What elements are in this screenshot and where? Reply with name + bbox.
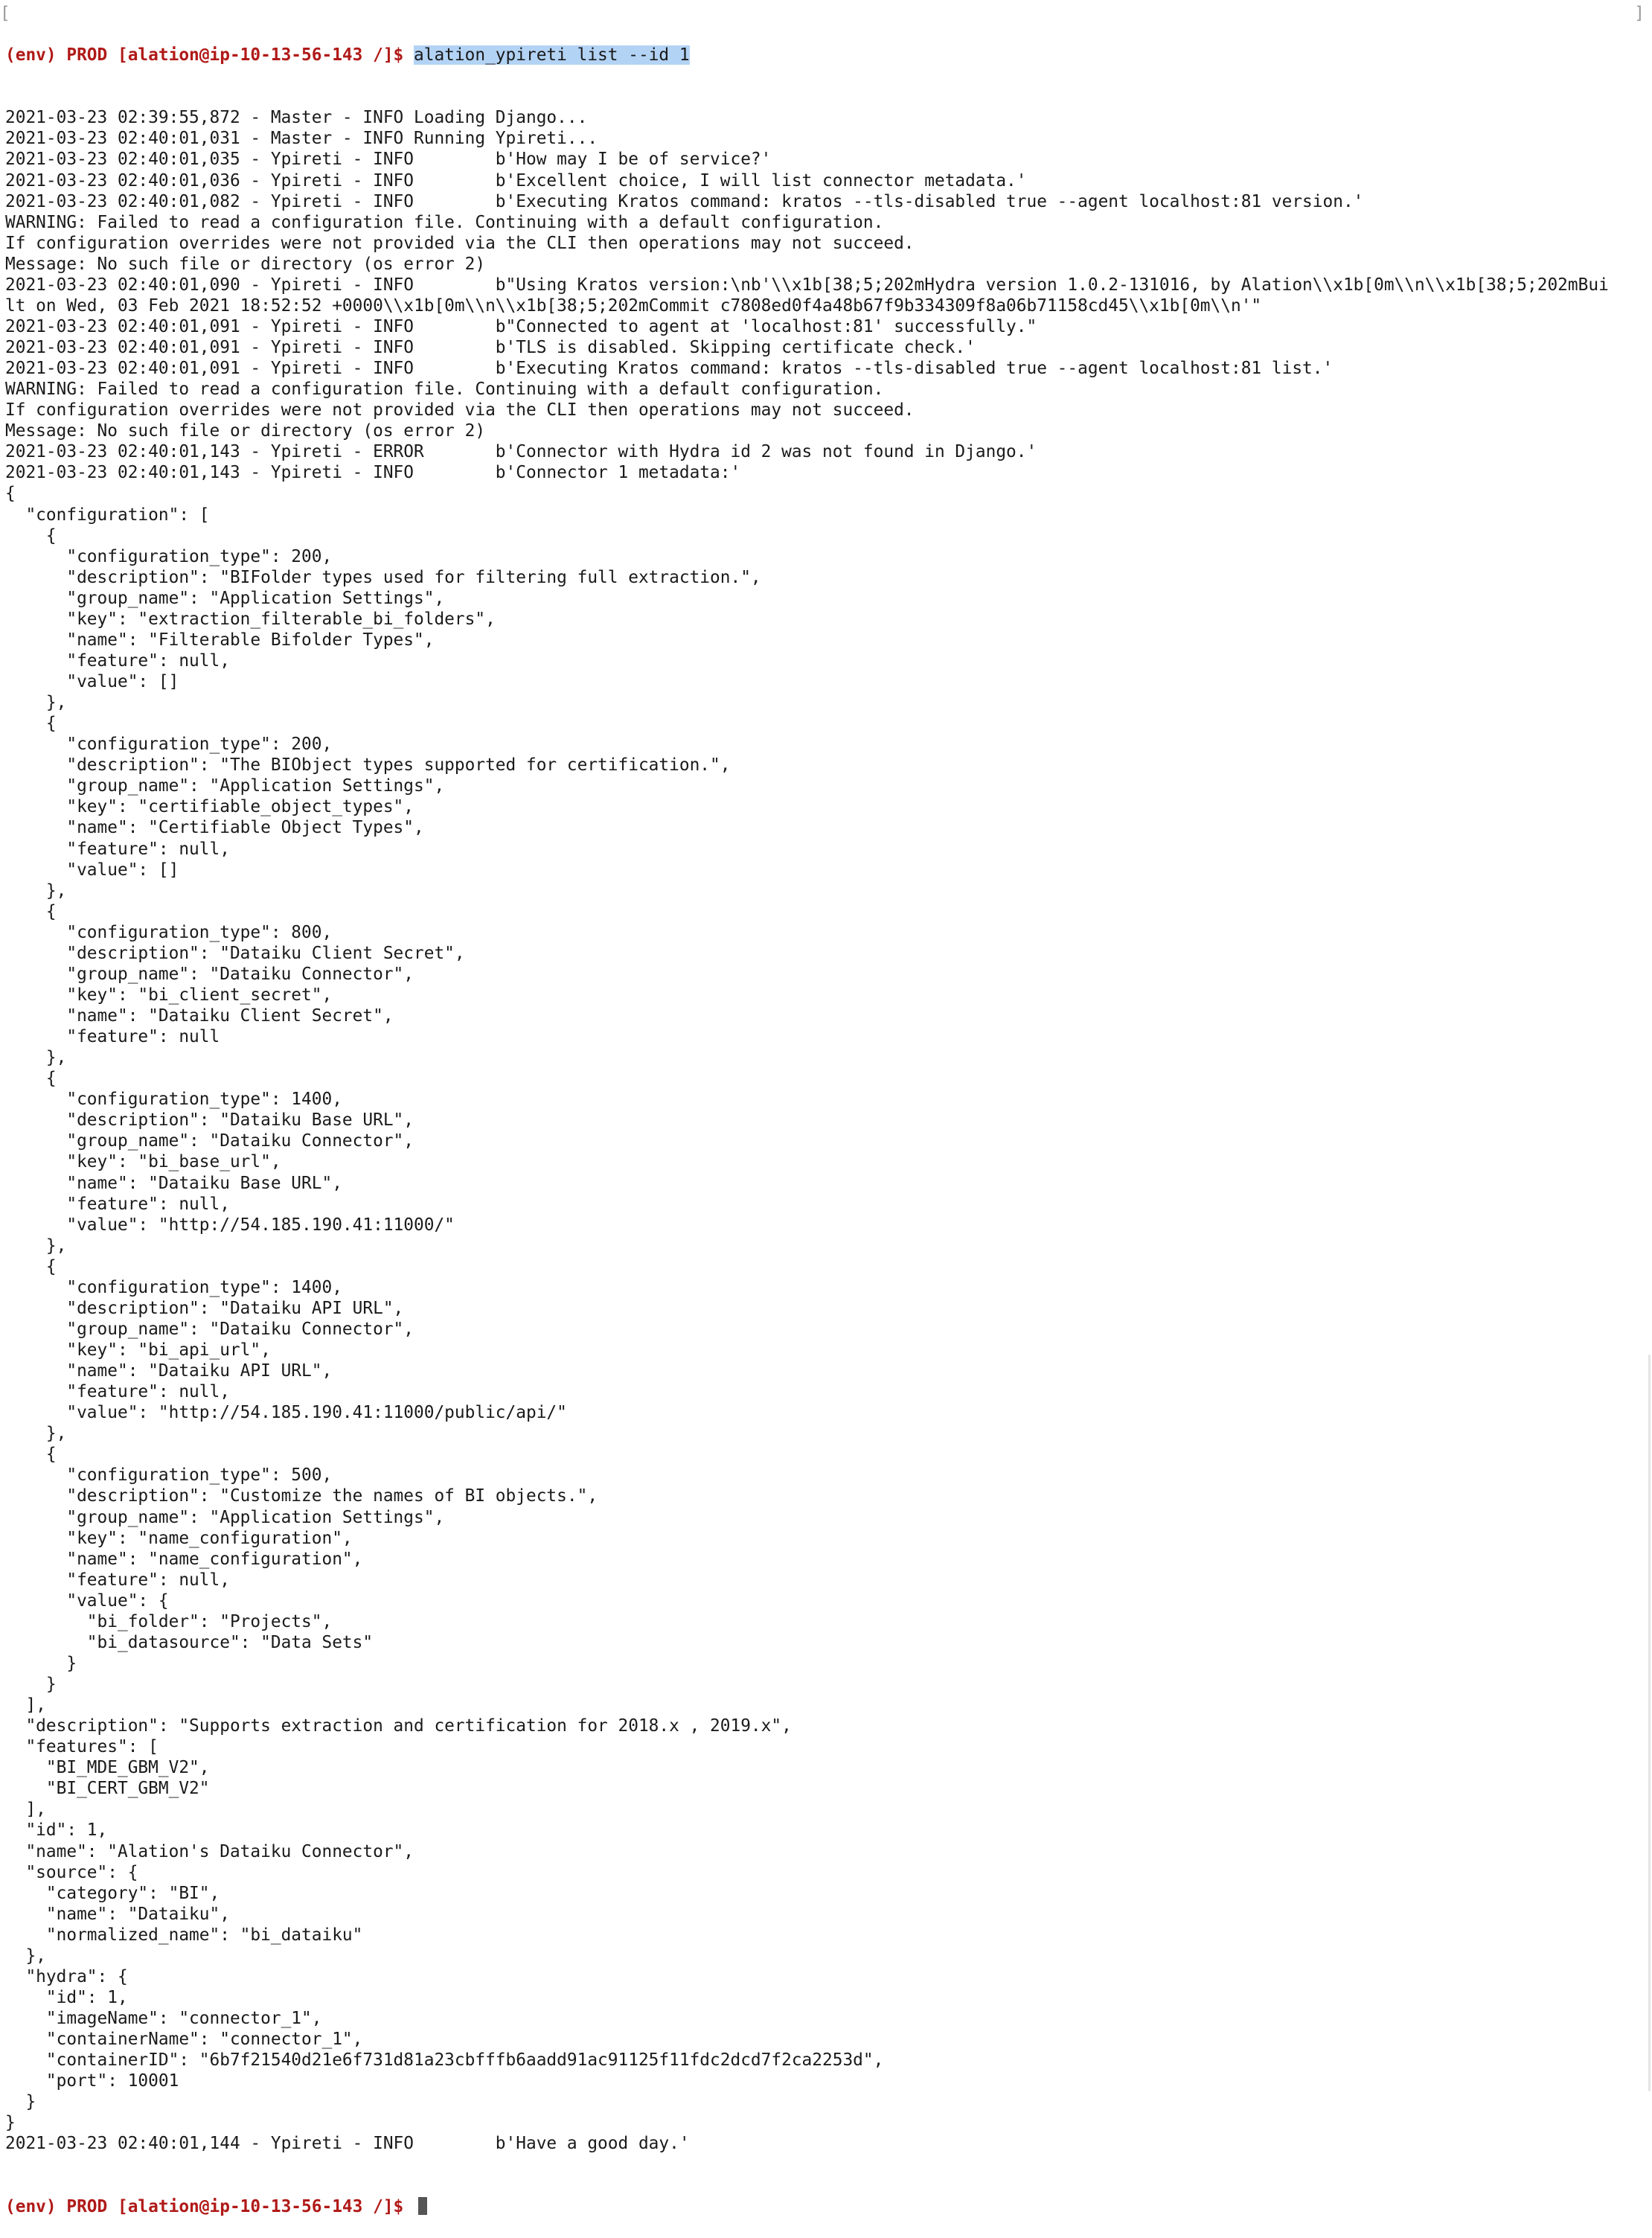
output-line: }, xyxy=(5,1048,67,1068)
output-line: "category": "BI", xyxy=(5,1883,220,1903)
output-line: "configuration": [ xyxy=(5,505,210,525)
terminal-output[interactable] xyxy=(5,3,1642,2238)
output-line: "name": "Dataiku", xyxy=(5,1904,230,1924)
output-line: 2021-03-23 02:40:01,091 - Ypireti - INFO b'TLS is disabled. Skipping certificate check.' xyxy=(5,338,976,357)
output-line: }, xyxy=(5,693,67,713)
command-text[interactable]: alation_ypireti list --id 1 xyxy=(414,45,690,65)
output-line: { xyxy=(5,1256,57,1276)
output-line: } xyxy=(5,1675,57,1694)
output-line: "value": [] xyxy=(5,672,179,691)
output-line: 2021-03-23 02:40:01,090 - Ypireti - INFO b"Using Kratos version:\nb'\\x1b[38;5;202mHydra version 1.0.2-131016, by Alation\\x1b[0m\\n\\x1b[38;5;202mBui xyxy=(5,275,1609,295)
output-line: lt on Wed, 03 Feb 2021 18:52:52 +0000\\x1b[0m\\n\\x1b[38;5;202mCommit c7808ed0f4a48b67f9b334309f8a06b71158cd45\\x1b[0m\\n'" xyxy=(5,295,1262,316)
output-line: "source": { xyxy=(5,1862,138,1882)
log-output xyxy=(5,107,1642,2154)
output-line: If configuration overrides were not provided via the CLI then operations may not succeed. xyxy=(5,400,915,421)
output-line: 2021-03-23 02:39:55,872 - Master - INFO Loading Django... xyxy=(5,108,588,128)
output-line: "group_name": "Application Settings", xyxy=(5,588,445,608)
output-line: 2021-03-23 02:40:01,091 - Ypireti - INFO b"Connected to agent at 'localhost:81' successfully." xyxy=(5,316,1037,336)
output-line: "id": 1, xyxy=(5,1820,108,1841)
output-line: "value": "http://54.185.190.41:11000/" xyxy=(5,1215,455,1235)
output-line: "configuration_type": 1400, xyxy=(5,1277,342,1297)
prompt-line-bottom xyxy=(5,2196,1642,2217)
output-line: "description": "Dataiku Client Secret", xyxy=(5,943,465,963)
output-line: "name": "Filterable Bifolder Types", xyxy=(5,630,435,650)
output-line: "configuration_type": 800, xyxy=(5,922,333,942)
output-line: "key": "bi_base_url", xyxy=(5,1152,281,1172)
output-line: }, xyxy=(5,1946,46,1966)
output-line: "bi_folder": "Projects", xyxy=(5,1611,333,1631)
shell-prompt-bottom: (env) PROD [alation@ip-10-13-56-143 /]$ xyxy=(5,2196,414,2216)
output-line: 2021-03-23 02:40:01,144 - Ypireti - INFO b'Have a good day.' xyxy=(5,2134,690,2154)
output-line: "BI_CERT_GBM_V2" xyxy=(5,1779,210,1799)
output-line: 2021-03-23 02:40:01,035 - Ypireti - INFO b'How may I be of service?' xyxy=(5,150,772,170)
output-line: "feature": null, xyxy=(5,839,230,859)
output-line: "feature": null xyxy=(5,1027,220,1047)
prompt-marker-left: [ xyxy=(0,4,10,23)
output-line: WARNING: Failed to read a configuration file. Continuing with a default configuration. xyxy=(5,212,884,232)
output-line: "value": [] xyxy=(5,860,179,880)
output-line: "name": "name_configuration", xyxy=(5,1549,363,1569)
output-line: "configuration_type": 200, xyxy=(5,546,333,566)
shell-prompt: (env) PROD [alation@ip-10-13-56-143 /]$ xyxy=(5,45,414,65)
output-line: } xyxy=(5,2113,16,2133)
text-cursor[interactable] xyxy=(418,2197,427,2215)
output-line: "key": "name_configuration", xyxy=(5,1528,353,1548)
output-line: "group_name": "Application Settings", xyxy=(5,1507,445,1527)
output-line: "containerName": "connector_1", xyxy=(5,2030,363,2050)
output-line: "description": "Dataiku Base URL", xyxy=(5,1110,414,1131)
output-line: "group_name": "Dataiku Connector", xyxy=(5,964,414,984)
output-line: 2021-03-23 02:40:01,036 - Ypireti - INFO b'Excellent choice, I will list connector metadata.' xyxy=(5,170,1027,191)
output-line: "features": [ xyxy=(5,1737,159,1757)
output-line: Message: No such file or directory (os error 2) xyxy=(5,254,486,274)
output-line: "description": "Supports extraction and certification for 2018.x , 2019.x", xyxy=(5,1716,792,1736)
output-line: "feature": null, xyxy=(5,1570,230,1590)
output-line: { xyxy=(5,484,16,504)
output-line: { xyxy=(5,901,57,921)
scrollbar[interactable] xyxy=(1648,1355,1651,2091)
output-line: "group_name": "Dataiku Connector", xyxy=(5,1131,414,1151)
output-line: "name": "Dataiku Base URL", xyxy=(5,1173,342,1193)
output-line: "name": "Alation's Dataiku Connector", xyxy=(5,1841,414,1861)
output-line: "containerID": "6b7f21540d21e6f731d81a23cbfffb6aadd91ac91125f11fdc2dcd7f2ca2253d", xyxy=(5,2050,884,2071)
output-line: } xyxy=(5,1653,77,1673)
output-line: "value": { xyxy=(5,1590,169,1611)
output-line: "configuration_type": 500, xyxy=(5,1465,333,1486)
output-line: "port": 10001 xyxy=(5,2071,179,2091)
output-line: Message: No such file or directory (os error 2) xyxy=(5,421,486,441)
output-line: "name": "Dataiku Client Secret", xyxy=(5,1006,394,1026)
output-line: { xyxy=(5,1069,57,1089)
output-line: "key": "certifiable_object_types", xyxy=(5,797,414,817)
output-line: 2021-03-23 02:40:01,143 - Ypireti - ERROR b'Connector with Hydra id 2 was not found in Django.' xyxy=(5,442,1037,462)
output-line: "normalized_name": "bi_dataiku" xyxy=(5,1925,363,1945)
output-line: "value": "http://54.185.190.41:11000/public/api/" xyxy=(5,1403,567,1423)
output-line: WARNING: Failed to read a configuration file. Continuing with a default configuration. xyxy=(5,380,884,400)
output-line: "description": "Customize the names of BI objects.", xyxy=(5,1486,598,1506)
output-line: "name": "Certifiable Object Types", xyxy=(5,818,424,838)
output-line: "configuration_type": 200, xyxy=(5,735,333,755)
prompt-line xyxy=(5,45,1642,65)
output-line: "group_name": "Application Settings", xyxy=(5,776,445,796)
output-line: "imageName": "connector_1", xyxy=(5,2009,322,2028)
output-line: "description": "The BIObject types supported for certification.", xyxy=(5,755,731,776)
output-line: "hydra": { xyxy=(5,1966,128,1986)
output-line: ], xyxy=(5,1695,46,1716)
output-line: { xyxy=(5,525,57,546)
output-line: 2021-03-23 02:40:01,031 - Master - INFO Running Ypireti... xyxy=(5,129,598,149)
output-line: 2021-03-23 02:40:01,091 - Ypireti - INFO b'Executing Kratos command: kratos --tls-disabled true --agent localhost:81 list.' xyxy=(5,359,1334,379)
output-line: "id": 1, xyxy=(5,1987,128,2007)
output-line: 2021-03-23 02:40:01,143 - Ypireti - INFO b'Connector 1 metadata:' xyxy=(5,463,741,483)
output-line: } xyxy=(5,2092,36,2112)
output-line: "feature": null, xyxy=(5,1382,230,1402)
output-line: "description": "Dataiku API URL", xyxy=(5,1298,404,1318)
output-line: "key": "bi_api_url", xyxy=(5,1340,271,1360)
prompt-marker-right: ] xyxy=(1634,4,1645,23)
output-line: "description": "BIFolder types used for filtering full extraction.", xyxy=(5,567,761,587)
output-line: "feature": null, xyxy=(5,650,230,671)
output-line: "feature": null, xyxy=(5,1194,230,1214)
output-line: If configuration overrides were not provided via the CLI then operations may not succeed. xyxy=(5,233,915,253)
output-line: }, xyxy=(5,1235,67,1256)
output-line: ], xyxy=(5,1800,46,1820)
output-line: "group_name": "Dataiku Connector", xyxy=(5,1319,414,1339)
output-line: "BI_MDE_GBM_V2", xyxy=(5,1758,210,1778)
output-line: "configuration_type": 1400, xyxy=(5,1090,342,1110)
output-line: "key": "bi_client_secret", xyxy=(5,985,333,1005)
output-line: { xyxy=(5,1445,57,1465)
output-line: }, xyxy=(5,880,67,901)
output-line: "key": "extraction_filterable_bi_folders", xyxy=(5,609,496,629)
output-line: 2021-03-23 02:40:01,082 - Ypireti - INFO b'Executing Kratos command: kratos --tls-disabled true --agent localhost:81 version.' xyxy=(5,191,1364,211)
output-line: "bi_datasource": "Data Sets" xyxy=(5,1632,374,1652)
output-line: }, xyxy=(5,1424,67,1444)
output-line: "name": "Dataiku API URL", xyxy=(5,1361,333,1381)
output-line: { xyxy=(5,714,57,734)
